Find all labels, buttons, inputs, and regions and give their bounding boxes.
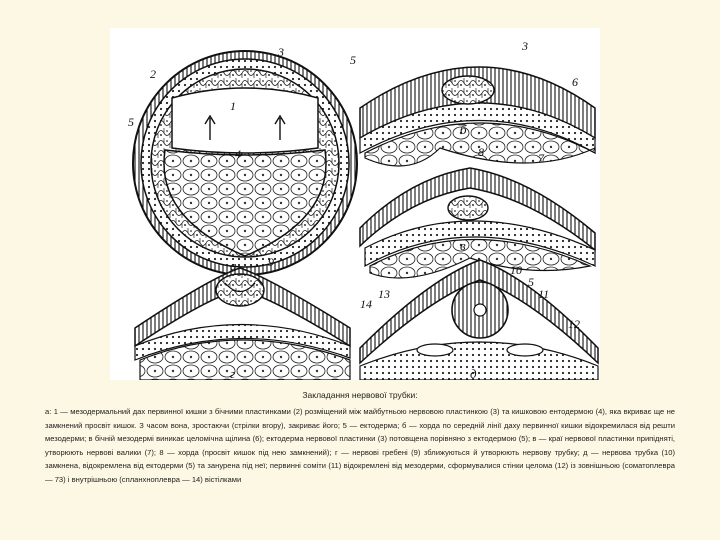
caption-title: Закладання нервової трубки: bbox=[302, 390, 418, 400]
label-5-e: 5 bbox=[528, 275, 534, 289]
neural-tube-illustration bbox=[110, 28, 600, 380]
label-6: 6 bbox=[572, 75, 578, 89]
caption-body: а: 1 — мезодермальний дах первинної кишки з бічними пластинками (2) розміщений між майбутньою нервовою пластинкою (3) та кишковою ентодермою (4), яка вкриває ще не замкнений просвіт кишок. З часом вона, зростаючи (стрілки вгору), закриває його; 5 — ектодерма; б — хорда по середній лінії даху первинної кишки відокремилася від решти мезодерми; в бічній мезодермі виникає целомічна щілина (6); ектодерма нервової пластинки (3) потовщена порівняно з ектодермою (5); в — краї нервової пластинки припідняті, утворюють нервові валики (7); 8 — хорда (просвіт кишок під нею замкнений); г — нервові гребені (9) зближуються й утворюють нервову трубку; д — нервова трубка (10) замкнена, відокремлена від ектодерми (5) та занурена під неї; первинні сомiти (11) відокремлені від мезодерми, сформувалися стінки целома (12) із зовнішньою (соматоплевра — 73) і внутрішньою (спланхноплевра — 14) вістілками bbox=[45, 407, 675, 484]
label-12: 12 bbox=[568, 317, 580, 331]
label-1: 1 bbox=[230, 99, 236, 113]
label-7: 7 bbox=[538, 151, 544, 165]
panel-label-d: г bbox=[230, 366, 236, 380]
label-9: 9 bbox=[268, 255, 274, 269]
embryo-figure bbox=[110, 28, 600, 380]
label-4: 4 bbox=[235, 147, 241, 161]
label-14: 14 bbox=[360, 297, 372, 311]
label-5-b: 5 bbox=[350, 53, 356, 67]
panel-label-c: в bbox=[460, 238, 466, 253]
label-11: 11 bbox=[538, 287, 550, 301]
panel-label-a: а bbox=[230, 258, 237, 273]
panel-d-section bbox=[135, 268, 350, 380]
label-5: 5 bbox=[128, 115, 134, 129]
label-3-b: 3 bbox=[522, 39, 528, 53]
label-2: 2 bbox=[150, 67, 156, 81]
panel-label-e: д bbox=[470, 366, 477, 380]
panel-label-b: б bbox=[460, 122, 467, 137]
label-8: 8 bbox=[478, 145, 484, 159]
label-10: 10 bbox=[510, 263, 522, 277]
label-13: 13 bbox=[378, 287, 390, 301]
panel-a-section bbox=[133, 51, 357, 275]
label-3: 3 bbox=[278, 45, 284, 59]
